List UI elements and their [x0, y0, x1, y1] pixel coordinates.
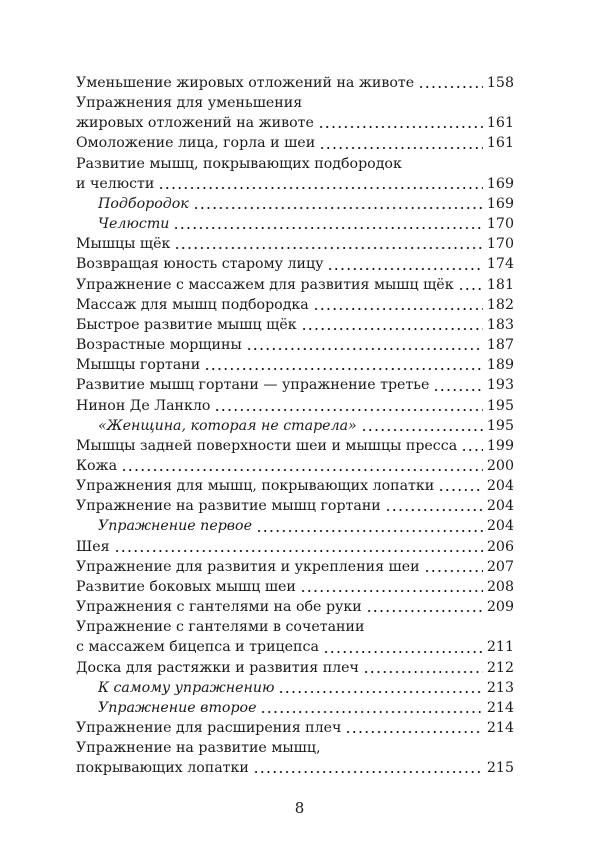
dot-leader [313, 307, 483, 311]
dot-leader [433, 388, 483, 392]
toc-entry-title: Упражнение на развитие мышц гортани [76, 498, 381, 515]
toc-entry-page: 169 [486, 175, 514, 192]
dot-leader [193, 206, 483, 210]
dot-leader [385, 508, 483, 512]
dot-leader [458, 287, 483, 291]
toc-entry-title: Упражнение второе [98, 699, 257, 716]
toc-entry [76, 234, 514, 254]
toc-entry-page: 199 [486, 437, 514, 454]
dot-leader [173, 226, 482, 230]
dot-leader [121, 468, 483, 472]
dot-leader [174, 246, 483, 250]
toc-entry-page: 215 [486, 760, 514, 777]
toc-entry-title: Мышцы гортани [76, 357, 201, 374]
toc-entry-page: 195 [486, 417, 514, 434]
toc-entry-title: Нинон Де Ланкло [76, 397, 211, 414]
toc-entry-title: покрывающих лопатки [76, 760, 249, 777]
toc-entry [76, 275, 514, 295]
toc-entry-title: Быстрое развитие мышц щёк [76, 316, 297, 333]
toc-entry-page: 195 [486, 397, 514, 414]
toc-entry [76, 254, 514, 274]
toc-entry-page: 189 [486, 357, 514, 374]
dot-leader [214, 408, 482, 412]
toc-entry-page: 204 [486, 518, 514, 535]
dot-leader [256, 529, 483, 533]
dot-leader [327, 267, 482, 271]
toc-entry-page: 170 [486, 236, 514, 253]
toc-entry [76, 133, 514, 153]
toc-entry-page: 211 [486, 639, 514, 656]
toc-entry-page: 208 [486, 578, 514, 595]
toc-entry-page: 204 [486, 478, 514, 495]
dot-leader [300, 589, 483, 593]
toc-entry-title-lead: Развитие мышц, покрывающих подбородок [76, 155, 402, 172]
toc-entry-title: Уменьшение жировых отложений на животе [76, 75, 415, 91]
toc-entry [76, 456, 514, 476]
toc-entry [76, 617, 514, 657]
toc-entry-page: 200 [486, 457, 514, 474]
toc-entry-title-lead: Упражнение на развитие мышц, [76, 740, 321, 757]
toc-entry [76, 93, 514, 133]
toc-entry [76, 436, 514, 456]
dot-leader [318, 125, 483, 129]
toc-entry-page: 204 [486, 498, 514, 515]
toc-entry-page: 169 [486, 195, 514, 212]
dot-leader [363, 670, 483, 674]
toc-entry [76, 678, 514, 698]
toc-entry [76, 214, 514, 234]
toc-entry-page: 161 [486, 115, 514, 132]
toc-entry-title: Развитие мышц гортани — упражнение третье [76, 377, 430, 394]
toc-entry [76, 375, 514, 395]
table-of-contents [76, 73, 514, 778]
dot-leader [204, 367, 483, 371]
dot-leader [158, 186, 483, 190]
toc-entry-title: Упражнение первое [98, 518, 252, 535]
toc-entry-title: Возрастные морщины [76, 337, 242, 354]
toc-entry [76, 295, 514, 315]
toc-entry [76, 396, 514, 416]
dot-leader [246, 347, 483, 351]
toc-entry-title: Массаж для мышц подбородка [76, 296, 309, 313]
toc-entry [76, 698, 514, 718]
toc-entry-page: 158 [486, 75, 514, 91]
toc-entry-title: Упражнения для мышц, покрывающих лопатки [76, 478, 435, 495]
toc-entry [76, 597, 514, 617]
toc-entry-title: Омоложение лица, горла и шеи [76, 135, 316, 152]
toc-entry-title: жировых отложений на животе [76, 115, 314, 132]
toc-entry-title: Мышцы задней поверхности шеи и мышцы пресса [76, 437, 458, 454]
toc-entry [76, 658, 514, 678]
toc-entry-title: Упражнения с гантелями на обе руки [76, 599, 362, 616]
toc-entry-title: и челюсти [76, 175, 155, 192]
dot-leader [278, 690, 482, 694]
dot-leader [345, 730, 483, 734]
toc-entry-page: 212 [486, 659, 514, 676]
dot-leader [323, 650, 483, 654]
toc-entry-page: 209 [486, 599, 514, 616]
toc-entry-page: 187 [486, 337, 514, 354]
toc-entry [76, 537, 514, 557]
toc-entry-page: 183 [486, 316, 514, 333]
toc-entry [76, 577, 514, 597]
toc-entry [76, 516, 514, 536]
toc-entry-page: 174 [486, 256, 514, 273]
toc-entry [76, 154, 514, 194]
toc-entry-page: 161 [486, 135, 514, 152]
toc-entry-title-lead: Упражнение с гантелями в сочетании [76, 619, 365, 636]
toc-entry-title: Кожа [76, 457, 118, 474]
toc-entry-title: Подбородок [98, 195, 189, 212]
toc-entry [76, 73, 514, 93]
toc-entry-title: К самому упражнению [98, 679, 275, 696]
toc-entry [76, 738, 514, 778]
toc-entry-page: 193 [486, 377, 514, 394]
toc-entry-title-lead: Упражнения для уменьшения [76, 95, 303, 112]
toc-entry [76, 194, 514, 214]
toc-entry-page: 207 [486, 558, 514, 575]
dot-leader [319, 146, 483, 150]
toc-entry-page: 182 [486, 296, 514, 313]
dot-leader [418, 85, 483, 89]
toc-entry-title: с массажем бицепса и трицепса [76, 639, 319, 656]
toc-entry-page: 170 [486, 216, 514, 233]
toc-entry-page: 214 [486, 699, 514, 716]
dot-leader [461, 448, 483, 452]
toc-entry-title: «Женщина, которая не старела» [98, 417, 357, 434]
toc-entry [76, 315, 514, 335]
toc-entry [76, 355, 514, 375]
toc-entry-title: Упражнение для расширения плеч [76, 720, 342, 736]
toc-entry-page: 206 [486, 538, 514, 555]
page-number: 8 [294, 799, 305, 817]
dot-leader [260, 710, 482, 714]
toc-entry-title: Шея [76, 538, 110, 555]
toc-entry-page: 214 [486, 720, 514, 736]
toc-entry-title: Мышцы щёк [76, 236, 171, 253]
toc-entry [76, 496, 514, 516]
toc-entry [76, 718, 514, 738]
dot-leader [253, 770, 483, 774]
toc-entry-page: 213 [486, 679, 514, 696]
toc-entry-title: Доска для растяжки и развития плеч [76, 659, 359, 676]
toc-entry-title: Развитие боковых мышц шеи [76, 578, 296, 595]
toc-entry [76, 476, 514, 496]
toc-entry [76, 335, 514, 355]
dot-leader [301, 327, 483, 331]
toc-entry-title: Упражнение с массажем для развития мышц щёк [76, 276, 454, 293]
toc-entry [76, 557, 514, 577]
toc-entry [76, 416, 514, 436]
dot-leader [114, 549, 483, 553]
toc-entry-title: Челюсти [98, 216, 170, 233]
dot-leader [424, 569, 483, 573]
toc-entry-page: 181 [486, 276, 514, 293]
dot-leader [438, 488, 483, 492]
toc-entry-title: Возвращая юность старому лицу [76, 256, 324, 273]
dot-leader [366, 609, 483, 613]
toc-entry-title: Упражнение для развития и укрепления шеи [76, 558, 420, 575]
dot-leader [361, 428, 483, 432]
